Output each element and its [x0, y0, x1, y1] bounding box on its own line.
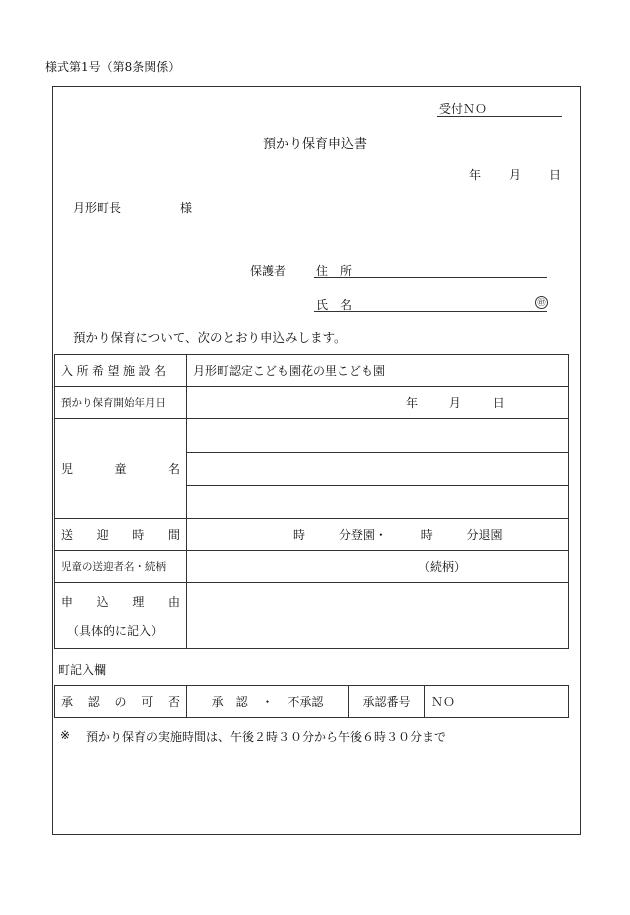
- child-name-field-3[interactable]: [187, 486, 569, 519]
- reason-char: 理: [132, 594, 145, 609]
- name-label: 氏 名: [316, 298, 353, 312]
- pickup-label-chars: [61, 526, 180, 543]
- approval-table: [54, 685, 569, 718]
- addressee-honorific: 様: [180, 201, 193, 215]
- reason-sub: （具体的に記入）: [67, 623, 164, 638]
- pickup-time-label: [55, 519, 187, 551]
- start-day: 日: [492, 396, 505, 410]
- table-row: [55, 686, 569, 718]
- child-name-label: [55, 419, 187, 519]
- facility-value-text: 月形町認定こども園花の里こども園: [193, 364, 386, 378]
- child-char: 児: [61, 462, 74, 476]
- approval-choice[interactable]: [187, 686, 349, 718]
- approval-char: 認: [87, 695, 100, 709]
- receipt-field[interactable]: [437, 116, 562, 117]
- note-mark: ※: [60, 728, 71, 742]
- date-month: 月: [509, 168, 522, 182]
- start-year: 年: [406, 396, 419, 410]
- table-row: [55, 519, 569, 551]
- option-separator: ・: [261, 695, 274, 709]
- page-title: 預かり保育申込書: [263, 137, 368, 152]
- reason-label: [55, 583, 187, 649]
- approval-number-label: [349, 686, 425, 718]
- table-row: [55, 583, 569, 649]
- escort-label-text: 児童の送迎者名・続柄: [61, 561, 166, 573]
- leave-min: 分退園: [466, 528, 503, 542]
- child-name-field-2[interactable]: [187, 453, 569, 486]
- pickup-char: 間: [167, 528, 180, 542]
- application-table: [54, 354, 569, 649]
- approval-char: 可: [141, 695, 154, 709]
- note-text: 預かり保育の実施時間は、午後２時３０分から午後６時３０分まで: [86, 730, 447, 744]
- address-field[interactable]: [314, 277, 547, 278]
- date-year: 年: [469, 168, 482, 182]
- table-row: [55, 551, 569, 583]
- reject-option[interactable]: 不承認: [287, 695, 324, 709]
- child-char: 童: [114, 462, 127, 476]
- pickup-char: 送: [61, 528, 74, 542]
- addressee-name: 月形町長: [73, 201, 122, 215]
- escort-label: [55, 551, 187, 583]
- pickup-char: 迎: [96, 528, 109, 542]
- arrive-min: 分登園・: [338, 528, 387, 542]
- approval-number-text: ＮＯ: [431, 695, 456, 709]
- approval-label: [55, 686, 187, 718]
- start-date-value[interactable]: [187, 387, 569, 419]
- leave-hour: 時: [420, 528, 433, 542]
- table-row: [55, 419, 569, 453]
- start-date-label-text: 預かり保育開始年月日: [61, 397, 166, 409]
- child-name-field-1[interactable]: [187, 419, 569, 453]
- reason-char: 込: [96, 594, 109, 609]
- approval-number-label-text: 承認番号: [362, 695, 411, 709]
- intro-text: 預かり保育について、次のとおり申込みします。: [73, 330, 347, 345]
- arrive-hour: 時: [293, 528, 306, 542]
- office-section-label: 町記入欄: [58, 663, 107, 677]
- approval-char: 承: [61, 695, 74, 709]
- child-char: 名: [167, 462, 180, 476]
- table-row: [55, 387, 569, 419]
- escort-value[interactable]: [187, 551, 569, 583]
- start-date-label: [55, 387, 187, 419]
- guardian-label: 保護者: [250, 264, 287, 278]
- receipt-label: 受付ＮＯ: [439, 102, 488, 116]
- date-day: 日: [549, 168, 562, 182]
- approval-number-value[interactable]: [425, 686, 569, 718]
- facility-value[interactable]: [187, 355, 569, 387]
- reason-char: 申: [61, 594, 74, 609]
- reason-label-chars: [61, 593, 180, 610]
- form-id: 様式第1号（第8条関係）: [45, 60, 181, 74]
- seal-icon: ㊞: [535, 296, 548, 309]
- approval-char: 否: [167, 695, 180, 709]
- approval-label-chars: [61, 693, 180, 710]
- reason-field[interactable]: [187, 583, 569, 649]
- start-month: 月: [448, 396, 461, 410]
- pickup-char: 時: [132, 528, 145, 542]
- approval-char: の: [114, 695, 127, 709]
- escort-relation: （続柄）: [418, 560, 467, 574]
- facility-label: [55, 355, 187, 387]
- pickup-time-value[interactable]: [187, 519, 569, 551]
- table-row: [55, 355, 569, 387]
- reason-char: 由: [167, 594, 180, 609]
- facility-label-text: 入所希望施設名: [61, 364, 170, 378]
- approve-option[interactable]: 承 認: [211, 695, 248, 709]
- child-label-chars: [61, 460, 180, 477]
- address-label: 住 所: [316, 264, 353, 278]
- name-field[interactable]: [314, 311, 547, 312]
